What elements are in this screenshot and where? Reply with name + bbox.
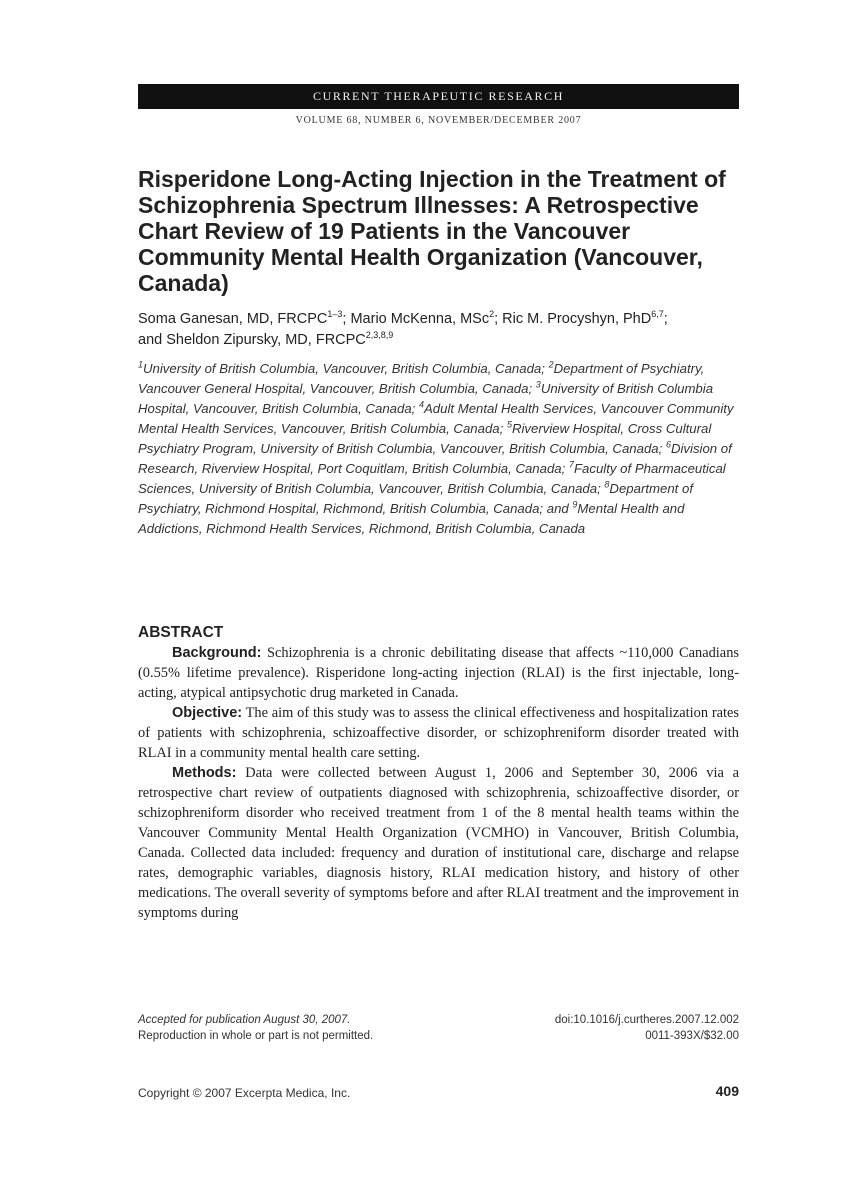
issn-price: 0011-393X/$32.00 bbox=[645, 1030, 739, 1042]
journal-header-bar bbox=[138, 84, 739, 109]
affiliation: $^8$Department of Psychiatry, Richmond Hospital, Richmond, British Columbia, Canada; and bbox=[138, 479, 693, 516]
affiliation: $^4$Adult Mental Health Services, Vancouver Community Mental Health Services, Vancouver, British Columbia, Canada; bbox=[138, 399, 734, 436]
affiliations bbox=[138, 359, 739, 539]
footnote-right bbox=[470, 1012, 739, 1044]
author-list bbox=[138, 309, 739, 351]
affiliation: $^3$University of British Columbia Hospital, Vancouver, British Columbia, Canada; bbox=[138, 379, 714, 416]
journal-name: CURRENT THERAPEUTIC RESEARCH bbox=[312, 89, 565, 103]
affiliation: $^6$Division of Research, Riverview Hospital, Port Coquitlam, British Columbia, Canada; bbox=[138, 439, 732, 476]
section-label: Methods: bbox=[172, 765, 237, 781]
abstract-methods: Methods: Data were collected between August 1, 2006 and September 30, 2006 via a retrospective chart review of outpatients diagnosed with schizophrenia, schizoaffective disorder, or schizophreniform disorder who received treatment from 1 of the 8 mental health teams within the Vancouver Community Mental Health Organization (VCMHO) in Vancouver, British Columbia, Canada. Collected data included: frequency and duration of institutional care, discharge and relapse rates, demographic variables, diagnosis history, RLAI medication history, and history of other medications. The overall severity of symptoms before and after RLAI treatment and the improvement in symptoms during bbox=[138, 765, 739, 921]
abstract-heading: ABSTRACT bbox=[138, 624, 224, 641]
article-title: Risperidone Long-Acting Injection in the Treatment of Schizophrenia Spectrum Illnesses: A Retrospective Chart Review of 19 Patients in the Vancouver Community Mental Health Organization (Vancouver, Canada) bbox=[138, 166, 726, 296]
affiliation: $^1$University of British Columbia, Vancouver, British Columbia, Canada; bbox=[138, 359, 549, 376]
affiliation: $^9$Mental Health and Addictions, Richmond Health Services, Richmond, British Columbia, Canada bbox=[138, 499, 685, 536]
affiliation: $^2$Department of Psychiatry, Vancouver General Hospital, Vancouver, British Columbia, Canada; bbox=[138, 359, 705, 396]
affiliation: $^5$Riverview Hospital, Cross Cultural Psychiatry Program, University of British Columbia, Vancouver, British Columbia, Canada; bbox=[138, 419, 712, 456]
page-number: 409 bbox=[715, 1083, 739, 1099]
abstract-body bbox=[138, 643, 739, 923]
author: and Sheldon Zipursky, MD, FRCPC$^{2,3,8,9}$ bbox=[138, 330, 394, 348]
reproduction-notice: Reproduction in whole or part is not permitted. bbox=[138, 1030, 374, 1042]
section-label: Objective: bbox=[172, 705, 243, 721]
section-label: Background: bbox=[172, 645, 262, 661]
volume-issue-line: VOLUME 68, NUMBER 6, NOVEMBER/DECEMBER 2007 bbox=[295, 115, 582, 126]
copyright-notice: Copyright © 2007 Excerpta Medica, Inc. bbox=[138, 1086, 351, 1100]
author: Mario McKenna, MSc$^2$; bbox=[350, 309, 503, 327]
footnote-left bbox=[138, 1012, 373, 1044]
abstract-background: Background: Schizophrenia is a chronic debilitating disease that affects ~110,000 Canadians (0.55% lifetime prevalence). Risperidone long-acting injection (RLAI) is the first injectable, long-acting, atypical antipsychotic drug marketed in Canada. bbox=[138, 645, 739, 701]
author: Soma Ganesan, MD, FRCPC$^{1-3}$; bbox=[138, 309, 351, 327]
accepted-date: Accepted for publication August 30, 2007. bbox=[138, 1014, 351, 1026]
author: Ric M. Procyshyn, PhD$^{6,7}$; bbox=[502, 309, 668, 327]
doi: doi:10.1016/j.curtheres.2007.12.002 bbox=[554, 1014, 739, 1026]
abstract-objective: Objective: The aim of this study was to assess the clinical effectiveness and hospitalization rates of patients with schizophrenia, schizoaffective disorder, or schizophreniform disorder treated with RLAI in a community mental health care setting. bbox=[138, 705, 739, 761]
affiliation: $^7$Faculty of Pharmaceutical Sciences, University of British Columbia, Vancouver, British Columbia, Canada; bbox=[138, 459, 726, 496]
